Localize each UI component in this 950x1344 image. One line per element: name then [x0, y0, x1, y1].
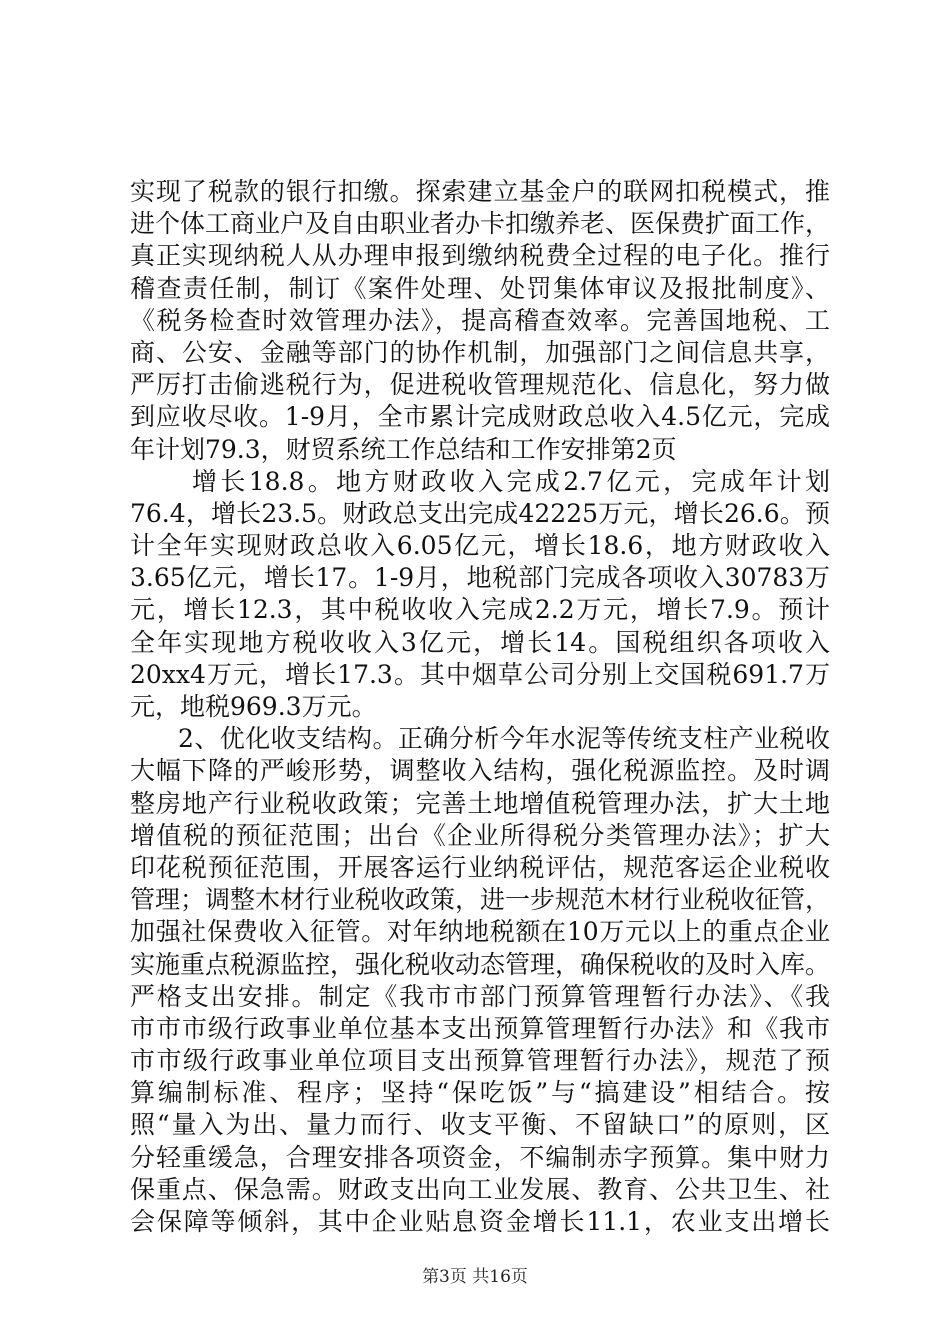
- text-line: 印花税预征范围，开展客运行业纳税评估，规范客运企业税收: [130, 852, 830, 882]
- text-line: 全年实现地方税收收入3亿元，增长14。国税组织各项收入: [130, 627, 830, 657]
- paragraph-3: [130, 723, 830, 1238]
- text-line: 进个体工商业户及自由职业者办卡扣缴养老、医保费扩面工作，: [130, 209, 831, 239]
- text-line: 分轻重缓急，合理安排各项资金，不编制赤字预算。集中财力: [130, 1142, 830, 1172]
- text-line: 3.65亿元，增长17。1-9月，地税部门完成各项收入30783万: [130, 563, 830, 593]
- text-line: 20xx4万元，增长17.3。其中烟草公司分别上交国税691.7万: [130, 659, 830, 689]
- text-line: 市市级行政事业单位项目支出预算管理暂行办法》，规范了预: [130, 1046, 830, 1076]
- document-body: [130, 176, 830, 1238]
- text-line: 严格支出安排。制定《我市市部门预算管理暂行办法》、《我: [130, 981, 830, 1011]
- page-number-footer: 第3页 共16页: [422, 1267, 528, 1287]
- text-line: 增长18.8。地方财政收入完成2.7亿元，完成年计划: [192, 466, 830, 496]
- paragraph-2: [130, 466, 830, 724]
- text-line: 实现了税款的银行扣缴。探索建立基金户的联网扣税模式，推: [130, 177, 830, 206]
- text-line: 大幅下降的严峻形势，调整收入结构，强化税源监控。及时调: [130, 756, 830, 786]
- text-line: 真正实现纳税人从办理申报到缴纳税费全过程的电子化。推行: [130, 241, 830, 271]
- text-line: 76.4，增长23.5。财政总支出完成42225万元，增长26.6。预: [130, 498, 830, 528]
- text-line: 稽查责任制，制订《案件处理、处罚集体审议及报批制度》、: [130, 273, 830, 303]
- text-line: 元，地税969.3万元。: [130, 692, 377, 721]
- text-line: 实施重点税源监控，强化税收动态管理，确保税收的及时入库。: [130, 949, 831, 979]
- text-line: 商、公安、金融等部门的协作机制，加强部门之间信息共享，: [130, 337, 830, 367]
- text-line: 管理；调整木材行业税收政策，进一步规范木材行业税收征管，: [130, 885, 831, 915]
- text-line: 《税务检查时效管理办法》，提高稽查效率。完善国地税、工: [130, 305, 830, 335]
- text-line: 算编制标准、程序；坚持“保吃饭”与“搞建设”相结合。按: [130, 1078, 830, 1108]
- text-line: 计全年实现财政总收入6.05亿元，增长18.6，地方财政收入: [130, 531, 830, 561]
- text-line: 严厉打击偷逃税行为，促进税收管理规范化、信息化，努力做: [130, 370, 830, 400]
- text-line: 到应收尽收。1-9月，全市累计完成财政总收入4.5亿元，完成: [130, 402, 830, 432]
- text-line: 元，增长12.3，其中税收收入完成2.2万元，增长7.9。预计: [130, 595, 830, 625]
- text-line: 加强社保费收入征管。对年纳地税额在10万元以上的重点企业: [130, 917, 830, 947]
- text-line: 2、优化收支结构。正确分析今年水泥等传统支柱产业税收: [178, 724, 830, 754]
- text-line: 市市市级行政事业单位基本支出预算管理暂行办法》和《我市: [130, 1013, 830, 1043]
- paragraph-1: [130, 176, 830, 466]
- text-line: 会保障等倾斜，其中企业贴息资金增长11.1，农业支出增长: [130, 1207, 830, 1236]
- text-line: 年计划79.3，财贸系统工作总结和工作安排第2页: [130, 434, 677, 464]
- text-line: 整房地产行业税收政策；完善土地增值税管理办法，扩大土地: [130, 788, 830, 818]
- text-line: 保重点、保急需。财政支出向工业发展、教育、公共卫生、社: [130, 1174, 830, 1204]
- text-line: 增值税的预征范围；出台《企业所得税分类管理办法》；扩大: [130, 820, 830, 850]
- text-line: 照“量入为出、量力而行、收支平衡、不留缺口”的原则，区: [130, 1110, 830, 1140]
